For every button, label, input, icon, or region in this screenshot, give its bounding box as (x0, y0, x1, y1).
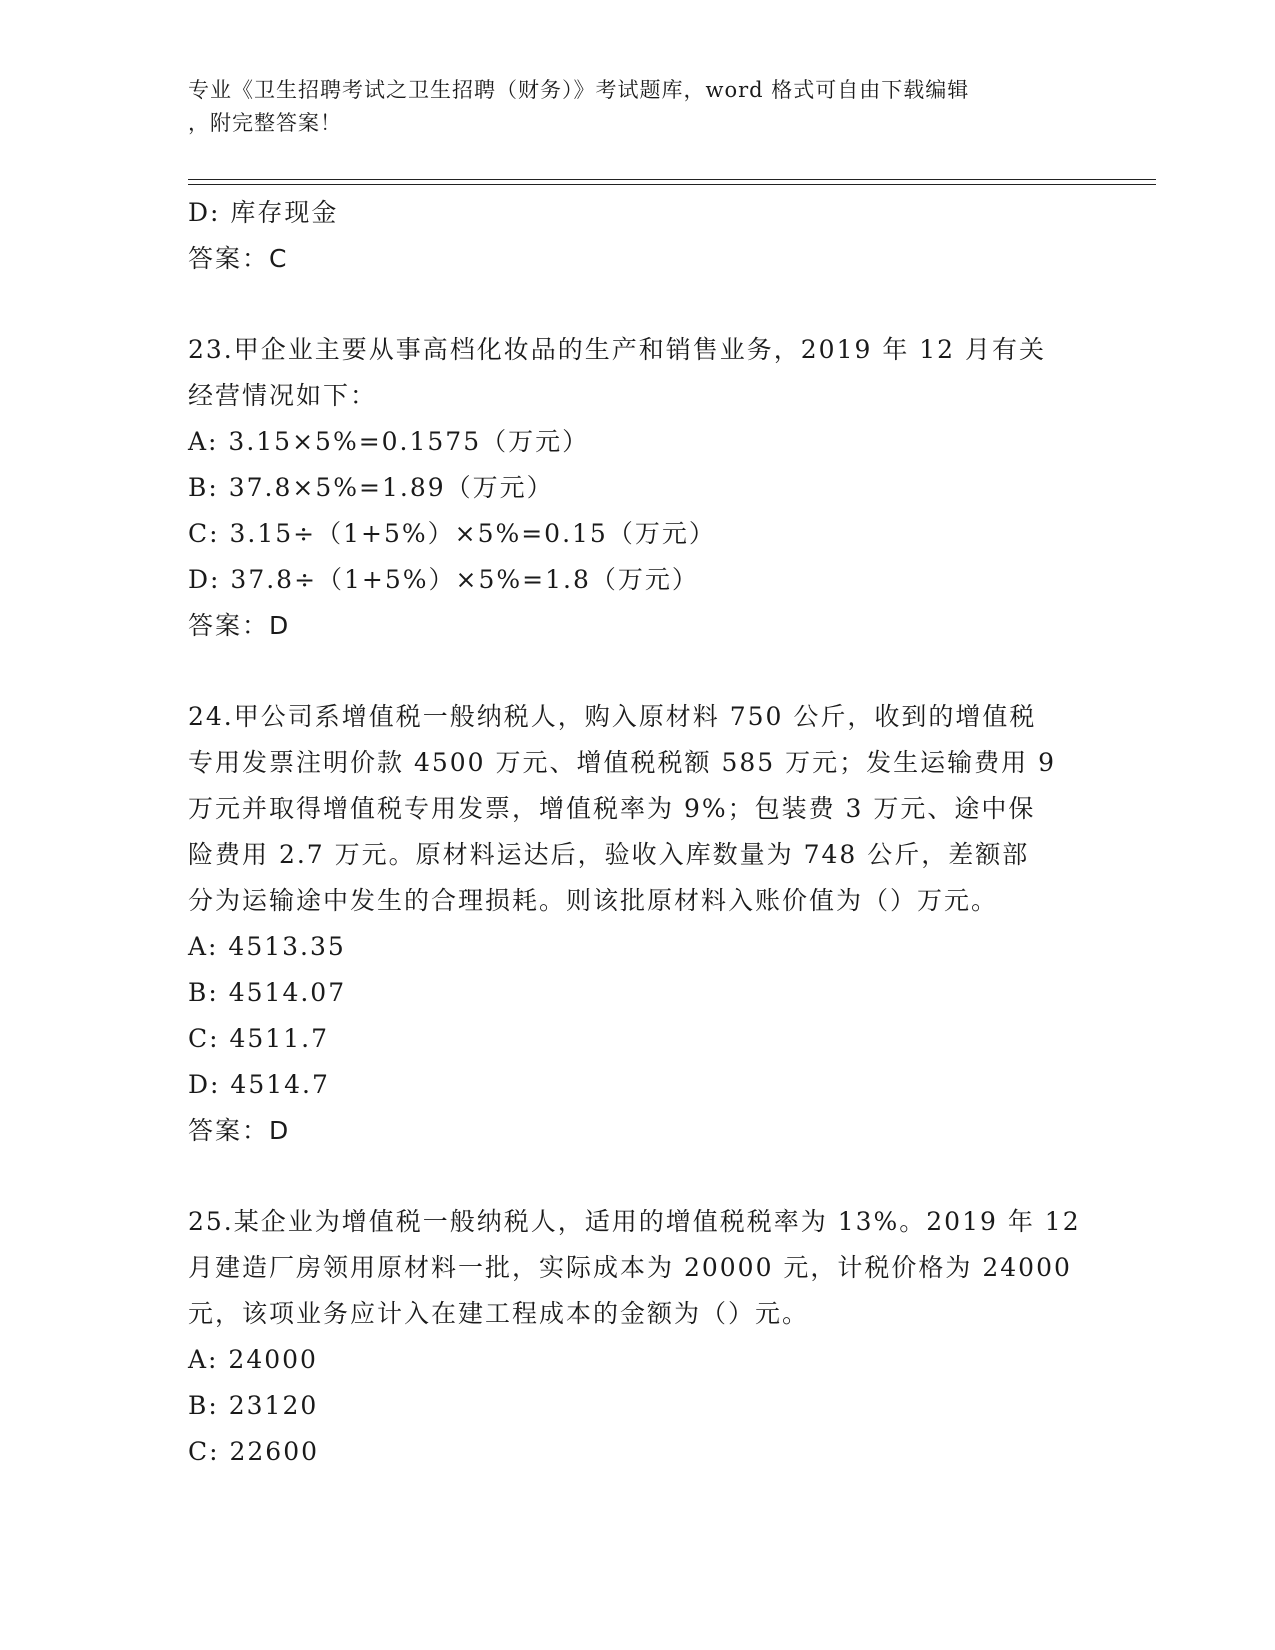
answer: 答案：D (188, 611, 291, 640)
question-stem-line: 分为运输途中发生的合理损耗。则该批原材料入账价值为（）万元。 (188, 886, 999, 915)
question-stem-line: 25.某企业为增值税一般纳税人，适用的增值税税率为 13%。2019 年 12 (188, 1207, 1081, 1236)
option-d: D: 4514.7 (188, 1070, 330, 1099)
option-a: A: 4513.35 (188, 932, 346, 961)
question-stem-line: 24.甲公司系增值税一般纳税人，购入原材料 750 公斤，收到的增值税 (188, 702, 1037, 731)
question-stem-line: 万元并取得增值税专用发票，增值税率为 9%；包装费 3 万元、途中保 (188, 794, 1036, 823)
question-stem-line: 元，该项业务应计入在建工程成本的金额为（）元。 (188, 1299, 810, 1328)
answer: 答案：D (188, 1116, 291, 1145)
option-c: C: 22600 (188, 1437, 320, 1466)
option-a: A: 3.15×5%=0.1575（万元） (188, 427, 590, 456)
header-divider-bottom (188, 184, 1156, 185)
question-stem-line: 专用发票注明价款 4500 万元、增值税税额 585 万元；发生运输费用 9 (188, 748, 1056, 777)
document-header (188, 74, 1088, 140)
header-divider-top (188, 179, 1156, 180)
option-b: B: 37.8×5%=1.89（万元） (188, 473, 554, 502)
header-line-2: ，附完整答案！ (188, 111, 342, 135)
question-23 (188, 327, 1088, 649)
question-stem-line: 经营情况如下： (188, 381, 378, 410)
header-line-1: 专业《卫生招聘考试之卫生招聘（财务）》考试题库，word 格式可自由下载编辑 (188, 78, 970, 102)
option-c: C: 4511.7 (188, 1024, 329, 1053)
question-stem-line: 23.甲企业主要从事高档化妆品的生产和销售业务，2019 年 12 月有关 (188, 335, 1047, 364)
option-d: D: 库存现金 (188, 198, 339, 227)
question-24 (188, 694, 1088, 1154)
option-d: D: 37.8÷（1+5%）×5%=1.8（万元） (188, 565, 699, 594)
option-c: C: 3.15÷（1+5%）×5%=0.15（万元） (188, 519, 716, 548)
option-b: B: 4514.07 (188, 978, 347, 1007)
question-25 (188, 1199, 1088, 1475)
document-body (188, 190, 1088, 1475)
answer: 答案：C (188, 244, 289, 273)
question-stem-line: 险费用 2.7 万元。原材料运达后，验收入库数量为 748 公斤，差额部 (188, 840, 1030, 869)
option-b: B: 23120 (188, 1391, 319, 1420)
option-a: A: 24000 (188, 1345, 318, 1374)
question-stem-line: 月建造厂房领用原材料一批，实际成本为 20000 元，计税价格为 24000 (188, 1253, 1072, 1282)
question-22-tail (188, 190, 1088, 282)
